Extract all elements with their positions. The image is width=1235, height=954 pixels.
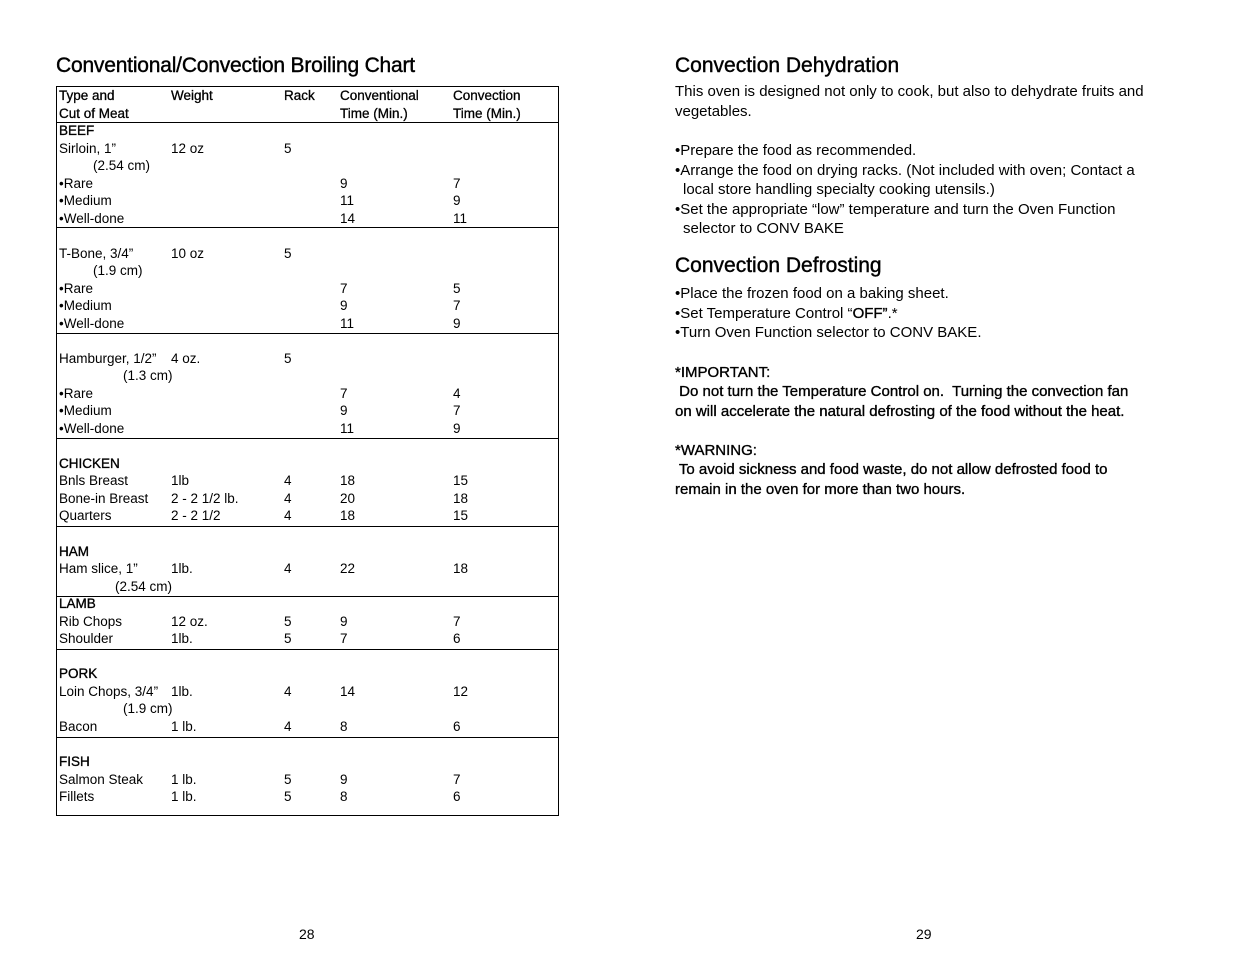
metric-size: (1.3 cm)	[123, 368, 173, 383]
defrosting-bullet-2	[675, 304, 1185, 324]
cut-name: Hamburger, 1/2”	[59, 350, 157, 366]
rack-value: 4	[284, 473, 292, 488]
warning-line-1: To avoid sickness and food waste, do not allow defrosted food to	[675, 461, 1108, 479]
rack-value: 4	[284, 718, 292, 734]
broiling-chart-table	[56, 86, 559, 816]
conv-time: 18	[340, 508, 356, 523]
convection-time: 7	[453, 613, 461, 629]
convection-time: 9	[453, 193, 461, 208]
section-divider	[57, 596, 558, 597]
conv-time: 14	[340, 683, 356, 699]
rack-value: 4	[284, 490, 292, 506]
weight-value: 1lb.	[171, 561, 193, 576]
header-cut: Cut of Meat	[59, 105, 129, 121]
weight-value: 1 lb.	[171, 718, 197, 734]
dehydration-bullet-2: •Arrange the food on drying racks. (Not included with oven; Contact a	[675, 161, 1135, 179]
chart-title: Conventional/Convection Broiling Chart	[56, 54, 415, 77]
dehydration-bullet-1: •Prepare the food as recommended.	[675, 142, 917, 159]
metric-size: (2.54 cm)	[93, 158, 151, 173]
doneness: •Medium	[59, 193, 112, 208]
cut-name: Shoulder	[59, 631, 114, 646]
rack-value: 4	[284, 561, 292, 576]
conv-time: 11	[340, 315, 355, 331]
rack-value: 5	[284, 350, 292, 366]
conv-time: 7	[340, 280, 348, 296]
conv-time: 9	[340, 175, 348, 191]
conv-time: 18	[340, 473, 356, 488]
cut-name: Bnls Breast	[59, 473, 129, 488]
page-number-right: 29	[916, 926, 932, 942]
header-convection: Convection	[453, 88, 521, 103]
convection-time: 7	[453, 403, 461, 418]
section-divider	[57, 438, 558, 439]
section-divider	[57, 737, 558, 738]
header-divider	[57, 122, 558, 123]
conv-time: 20	[340, 490, 356, 506]
section-divider	[57, 227, 558, 228]
rack-value: 5	[284, 245, 292, 261]
left-page	[56, 52, 566, 942]
convection-time: 7	[453, 298, 461, 313]
category-label: HAM	[59, 543, 89, 559]
cut-name: Bacon	[59, 718, 98, 734]
metric-size: (1.9 cm)	[123, 701, 173, 716]
rack-value: 5	[284, 140, 292, 156]
convection-time: 6	[453, 789, 461, 804]
weight-value: 1 lb.	[171, 789, 197, 804]
rack-value: 5	[284, 771, 292, 787]
header-convection-time: Time (Min.)	[453, 105, 521, 121]
cut-name: Fillets	[59, 789, 95, 804]
conv-time: 9	[340, 403, 348, 418]
weight-value: 4 oz.	[171, 350, 201, 366]
conv-time: 9	[340, 298, 348, 313]
weight-value: 2 - 2 1/2	[171, 508, 221, 523]
weight-value: 10 oz	[171, 245, 205, 261]
doneness: •Medium	[59, 403, 112, 418]
section-divider	[57, 526, 558, 527]
conv-time: 11	[340, 193, 355, 208]
cut-name: Sirloin, 1”	[59, 140, 117, 156]
conv-time: 8	[340, 789, 348, 804]
rack-value: 5	[284, 613, 292, 629]
metric-size: (2.54 cm)	[115, 578, 173, 594]
convection-time: 5	[453, 280, 461, 296]
dehydration-title: Convection Dehydration	[675, 54, 900, 77]
convection-time: 15	[453, 473, 469, 488]
conv-time: 7	[340, 631, 348, 646]
cut-name: Salmon Steak	[59, 771, 144, 787]
convection-time: 18	[453, 490, 469, 506]
metric-size: (1.9 cm)	[93, 263, 143, 278]
section-divider	[57, 649, 558, 650]
category-label: LAMB	[59, 596, 96, 611]
convection-time: 4	[453, 385, 461, 401]
defrosting-bullet-1: •Place the frozen food on a baking sheet.	[675, 285, 949, 302]
convection-time: 6	[453, 631, 461, 646]
doneness: •Rare	[59, 175, 93, 191]
weight-value: 12 oz.	[171, 613, 208, 629]
convection-time: 11	[453, 210, 468, 226]
convection-time: 6	[453, 718, 461, 734]
section-divider	[57, 333, 558, 334]
header-conventional: Conventional	[340, 88, 419, 103]
dehydration-intro-line-1: This oven is designed not only to cook, but also to dehydrate fruits and	[675, 83, 1144, 100]
weight-value: 1 lb.	[171, 771, 197, 787]
header-type: Type and	[59, 88, 115, 103]
conv-time: 9	[340, 613, 348, 629]
rack-value: 4	[284, 508, 292, 523]
convection-time: 7	[453, 771, 461, 787]
conv-time: 9	[340, 771, 348, 787]
warning-line-2: remain in the oven for more than two hours.	[675, 481, 966, 498]
defrosting-bullet-3: •Turn Oven Function selector to CONV BAKE.	[675, 324, 982, 342]
cut-name: T-Bone, 3/4”	[59, 245, 134, 261]
doneness: •Rare	[59, 385, 93, 401]
dehydration-bullet-3: •Set the appropriate “low” temperature and turn the Oven Function	[675, 200, 1116, 218]
page-number-left: 28	[299, 926, 315, 942]
convection-time: 15	[453, 508, 469, 523]
conv-time: 8	[340, 718, 348, 734]
defrosting-off-setting: OFF”	[852, 304, 888, 322]
conv-time: 7	[340, 385, 348, 401]
rack-value: 5	[284, 631, 292, 646]
doneness: •Rare	[59, 280, 93, 296]
dehydration-intro-line-2: vegetables.	[675, 102, 752, 120]
weight-value: 1lb.	[171, 683, 193, 699]
warning-label: *WARNING:	[675, 441, 757, 459]
weight-value: 2 - 2 1/2 lb.	[171, 490, 239, 506]
defrosting-bullet-2-end: .*	[887, 304, 898, 322]
doneness: •Well-done	[59, 315, 125, 331]
convection-time: 9	[453, 420, 461, 436]
important-line-1: Do not turn the Temperature Control on. Turning the convection fan	[675, 383, 1129, 400]
conv-time: 14	[340, 210, 356, 226]
category-label: FISH	[59, 754, 90, 769]
rack-value: 5	[284, 789, 292, 804]
weight-value: 12 oz	[171, 140, 205, 156]
doneness: •Well-done	[59, 210, 125, 226]
conv-time: 11	[340, 420, 355, 436]
doneness: •Medium	[59, 298, 112, 313]
convection-time: 9	[453, 315, 461, 331]
conv-time: 22	[340, 561, 356, 576]
defrosting-title: Convection Defrosting	[675, 254, 882, 277]
important-line-2: on will accelerate the natural defrosting of the food without the heat.	[675, 402, 1125, 420]
category-label: PORK	[59, 666, 98, 681]
doneness: •Well-done	[59, 420, 125, 436]
cut-name: Rib Chops	[59, 613, 123, 629]
header-conv-time: Time (Min.)	[340, 105, 408, 121]
cut-name: Quarters	[59, 508, 112, 523]
cut-name: Loin Chops, 3/4”	[59, 683, 159, 699]
cut-name: Bone-in Breast	[59, 490, 149, 506]
category-label: CHICKEN	[59, 455, 120, 471]
important-label: *IMPORTANT:	[675, 363, 771, 381]
header-weight: Weight	[171, 88, 213, 103]
convection-time: 7	[453, 175, 461, 191]
dehydration-bullet-3-cont: selector to CONV BAKE	[683, 220, 844, 238]
weight-value: 1lb	[171, 473, 190, 488]
convection-time: 12	[453, 683, 469, 699]
defrosting-bullet-2-text: •Set Temperature Control “	[675, 304, 853, 322]
category-label: BEEF	[59, 123, 95, 138]
header-rack: Rack	[284, 88, 315, 103]
dehydration-bullet-2-cont: local store handling specialty cooking utensils.)	[683, 181, 995, 199]
convection-time: 18	[453, 561, 469, 576]
cut-name: Ham slice, 1”	[59, 561, 138, 576]
rack-value: 4	[284, 683, 292, 699]
weight-value: 1lb.	[171, 631, 193, 646]
